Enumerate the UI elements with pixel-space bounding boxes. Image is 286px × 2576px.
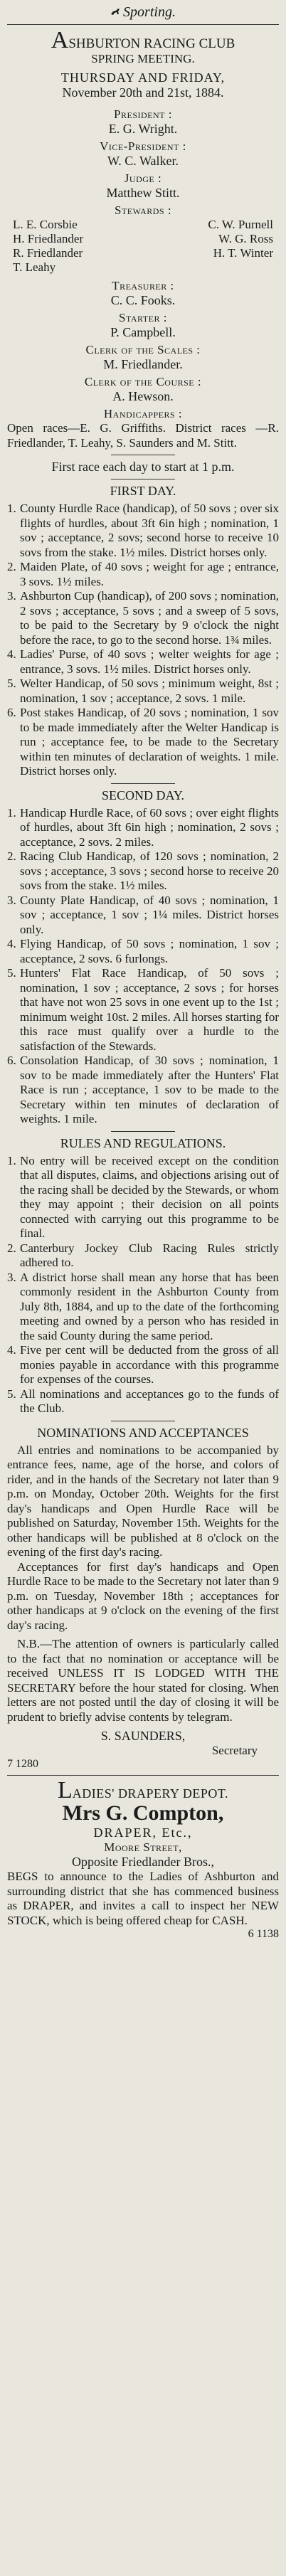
treasurer-name: C. C. Fooks. <box>110 293 176 307</box>
race-item: 5. Welter Handicap, of 50 sovs ; minimum weight, 8st ; nomination, 1 sov ; acceptance, 2 sovs. 1 mile. <box>7 677 279 705</box>
nominations-paragraph: All entries and nominations to be accompanied by entrance fees, name, age of the horse, and colors of rider, and in the hands of the Secretary not later than 9 p.m. on Monday, October 20th. Weights for the first day's handicaps and Open Hurdle Race will be published on Saturday, November 15th. Weights for the other handicaps will be published at 8 o'clock on the evening of the first day's racing. <box>7 1443 279 1559</box>
ad-divider <box>7 1775 279 1776</box>
race-item: 3. Ashburton Cup (handicap), of 200 sovs ; nomination, 2 sovs ; acceptance, 5 sovs ; and a sweep of 5 sovs, to be paid to the Secretary by 9 o'clock the night before the race, to go to the second horse. 1¾ miles. <box>7 589 279 647</box>
rules-list <box>7 1154 279 1416</box>
section-header <box>7 0 279 24</box>
rule-item: 4. Five per cent will be deducted from the gross of all monies payable in accordance with this programme for expenses of the courses. <box>7 1343 279 1386</box>
president-label: President : <box>114 107 172 121</box>
nb-paragraph: N.B.—The attention of owners is particularly called to the fact that no nomination or acceptance will be received UNLESS IT IS LODGED WITH THE SECRETARY before the hour stated for closing. When letters are not posted until the day of closing it will be prudent to briefly advise contents by telegram. <box>7 1637 279 1724</box>
vice-president-name: W. C. Walker. <box>107 154 179 168</box>
stewards-row: R. Friedlander H. T. Winter <box>13 246 273 260</box>
section-title: Sporting. <box>123 4 176 20</box>
clerk-scales-name: M. Friedlander. <box>103 357 183 371</box>
first-day-races <box>7 502 279 779</box>
race-item: 5. Hunters' Flat Race Handicap, of 50 sovs ; nomination, 1 sov ; acceptance, 2 sovs ; for horses that have not won 25 sovs in one event up to the 1st ; minimum weight 10st. 2 miles. All horses starting for this race must qualify over a hurdle to the satisfaction of the Stewards. <box>7 966 279 1053</box>
race-item: 1. County Hurdle Race (handicap), of 50 sovs ; over six flights of hurdles, about 3ft 6in high ; nomination, 1 sov ; acceptance, 2 sovs; second horse to receive 10 sovs from the stake. 1½ miles. District horses only. <box>7 502 279 559</box>
race-item: 6. Consolation Handicap, of 30 sovs ; nomination, 1 sov to be made immediately after the Hunters' Flat Race is run ; acceptance, 1 sov to be made to the Secretary within ten minutes of declaration of weights. 1 mile. <box>7 1054 279 1125</box>
signature-name: S. SAUNDERS, <box>100 1729 186 1743</box>
clerk-course-label: Clerk of the Course : <box>84 375 202 388</box>
stewards-row: T. Leahy <box>13 260 56 274</box>
race-item: 4. Flying Handicap, of 50 sovs ; nomination, 1 sov ; acceptance, 2 sovs. 6 furlongs. <box>7 937 279 965</box>
stewards-row: H. Friedlander W. G. Ross <box>13 232 273 245</box>
dates-line-1: THURSDAY AND FRIDAY, <box>60 70 226 85</box>
notice-ref: 7 1280 <box>7 1758 38 1770</box>
race-item: 2. Maiden Plate, of 40 sovs ; weight for age ; entrance, 3 sovs. 1½ miles. <box>7 560 279 588</box>
racehorse-icon <box>110 7 120 17</box>
first-day-heading: FIRST DAY. <box>110 484 176 498</box>
judge-label: Judge : <box>124 171 162 185</box>
race-item: 1. Handicap Hurdle Race, of 60 sovs ; over eight flights of hurdles, about 3ft 6in high ; nomination, 2 sovs ; acceptance, 2 sovs. 2 miles. <box>7 805 279 849</box>
race-item: 2. Racing Club Handicap, of 120 sovs ; nomination, 2 sovs ; acceptance, 3 sovs ; second horse to receive 20 sovs from the stake. 1½ miles. <box>7 849 279 892</box>
clerk-course-name: A. Hewson. <box>112 389 174 403</box>
start-time: First race each day to start at 1 p.m. <box>51 460 235 474</box>
race-notice <box>7 29 279 1771</box>
stewards-list <box>7 218 279 275</box>
divider <box>111 1131 175 1132</box>
ad-street: Moore Street, <box>104 1840 182 1854</box>
acceptances-paragraph: Acceptances for first day's handicaps and Open Hurdle Race to be made to the Secretary not later than 9 p.m. on Tuesday, November 18th ; acceptances for other handicaps at 9 o'clock on the evening of the first day's racing. <box>7 1559 279 1632</box>
starter-label: Starter : <box>119 311 167 324</box>
ad-heading: LADIES' DRAPERY DEPOT. <box>57 1777 229 1803</box>
second-day-races <box>7 806 279 1127</box>
ad-name: Mrs G. Compton, <box>62 1801 224 1825</box>
clerk-scales-label: Clerk of the Scales : <box>85 343 201 356</box>
section-divider <box>7 24 279 25</box>
ad-ref: 6 1138 <box>248 1928 279 1940</box>
starter-name: P. Campbell. <box>110 325 176 339</box>
judge-name: Matthew Stitt. <box>106 186 180 200</box>
race-item: 4. Ladies' Purse, of 40 sovs ; welter weights for age ; entrance, 3 sovs. 1½ miles. District horses only. <box>7 647 279 676</box>
dates-line-2: November 20th and 21st, 1884. <box>62 85 224 100</box>
rule-item: 5. All nominations and acceptances go to the funds of the Club. <box>7 1387 279 1415</box>
vice-president-label: Vice-President : <box>100 139 186 153</box>
rules-heading: RULES AND REGULATIONS. <box>60 1135 226 1150</box>
drapery-ad <box>7 1777 279 1941</box>
notice-subtitle: SPRING MEETING. <box>91 52 195 65</box>
ad-location: Opposite Friedlander Bros., <box>72 1855 214 1869</box>
race-item: 3. County Plate Handicap, of 40 sovs ; nomination, 1 sov ; acceptance, 1 sov ; 1¼ miles. District horses only. <box>7 893 279 936</box>
stewards-label: Stewards : <box>114 203 172 217</box>
divider <box>111 783 175 784</box>
rule-item: 1. No entry will be received except on the condition that all disputes, claims, and objections arising out of the racing shall be decided by the Stewards, or whom they may appoint ; their decision on all points connected with carrying out this programme to be final. <box>7 1153 279 1240</box>
ad-body: BEGS to announce to the Ladies of Ashburton and surrounding district that she has commenced business as DRAPER, and invites a call to inspect her NEW STOCK, which is being offered cheap for CASH. <box>7 1870 279 1927</box>
ad-trade: DRAPER, Etc., <box>93 1825 193 1840</box>
notice-title: ASHBURTON RACING CLUB <box>51 27 235 53</box>
president-name: E. G. Wright. <box>108 122 178 136</box>
race-item: 6. Post stakes Handicap, of 20 sovs ; nomination, 1 sov to be made immediately after the Welter Handicap is run ; acceptance fee, to be made to the Secretary within ten minutes of declaration of weights. 1 mile. District horses only. <box>7 706 279 778</box>
second-day-heading: SECOND DAY. <box>101 788 185 802</box>
stewards-row: L. E. Corsbie C. W. Purnell <box>13 218 273 231</box>
handicappers-label: Handicappers : <box>103 407 183 420</box>
rule-item: 3. A district horse shall mean any horse that has been commonly resident in the Ashburton County from July 8th, 1884, and up to the date of the forthcoming meeting and owned by a person who has resided in the said County during the same period. <box>7 1270 279 1342</box>
signature-title: Secretary <box>211 1744 258 1757</box>
handicappers-text: Open races—E. G. Griffiths. District races —R. Friedlander, T. Leahy, S. Saunders and M. Stitt. <box>7 421 279 450</box>
treasurer-label: Treasurer : <box>112 279 174 292</box>
nominations-heading: NOMINATIONS AND ACCEPTANCES <box>37 1425 249 1440</box>
rule-item: 2. Canterbury Jockey Club Racing Rules strictly adhered to. <box>7 1241 279 1269</box>
